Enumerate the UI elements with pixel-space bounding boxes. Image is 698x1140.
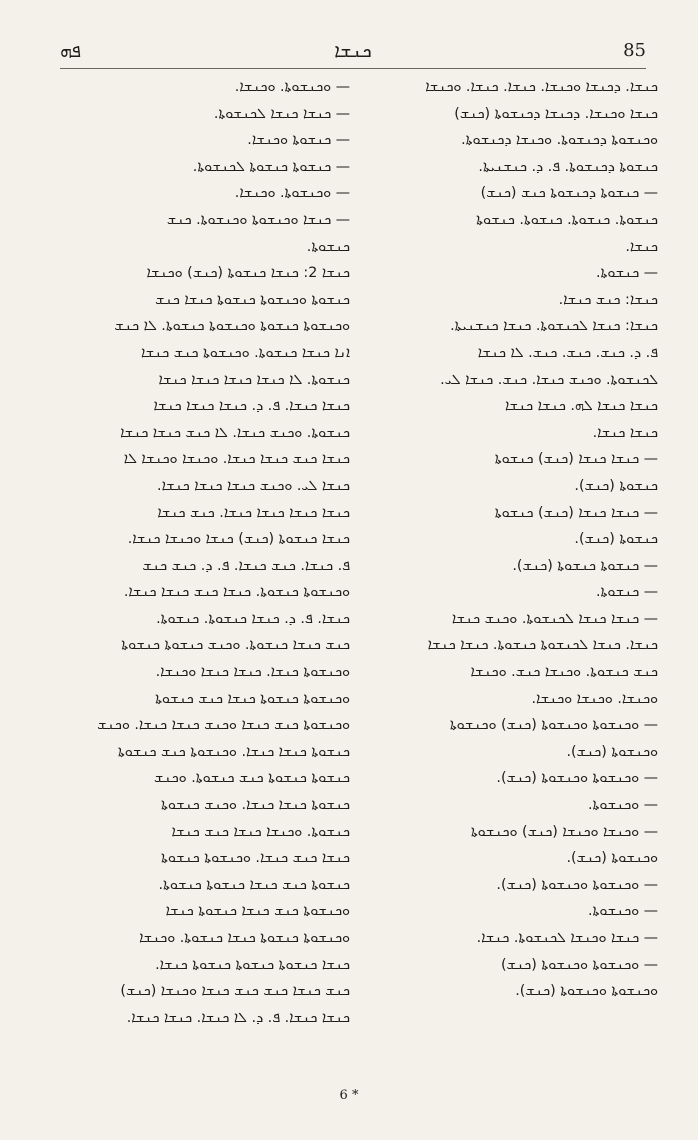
text-line: ܟܢܫܘܬܐ ܟܢܫܐ ܟܢܫܐ. ܘܟܢܫܘܬܐ ܟܢܫ ܟܢܫܘܬܐ bbox=[117, 743, 350, 760]
text-line: — ܘܟܢܫܘܬܐ ܘܟܢܫܘܬܐ (ܟܢܫ) bbox=[500, 956, 658, 973]
text-line: ܟܢܫܐ ܟܢܫܐ. bbox=[592, 424, 658, 441]
text-line: — ܟܢܫܘܬܐ ܟܢܫܘܬܐ (ܟܢܫ). bbox=[512, 557, 658, 574]
text-line: ܟܢܫܘܬܐ ܟܢܫ ܟܢܫܐ ܟܢܫܘܬܐ ܟܢܫܘܬܐ. bbox=[158, 876, 350, 893]
text-line: — ܟܢܫܘܬܐ ܕܟܢܫܘܬܐ ܟܢܫ (ܟܢܫ) bbox=[480, 185, 658, 202]
text-line: ܘܟܢܫܘܬܐ ܟܢܫ ܟܢܫܐ ܟܢܫܘܬܐ ܟܢܫܐ bbox=[165, 903, 350, 920]
text-line: — ܟܢܫܘܬܐ ܟܢܫܘܬܐ ܠܟܢܫܘܬܐ. bbox=[192, 158, 350, 175]
text-line: ܘܟܢܫܐ. ܘܟܢܫܐ ܘܟܢܫܐ. bbox=[531, 690, 658, 707]
text-line: — ܘܟܢܫܘܬܐ ܘܟܢܫܘܬܐ (ܟܢܫ). bbox=[496, 876, 658, 893]
text-line: ܟܢܫܘܬܐ (ܟܢܫ). bbox=[574, 477, 658, 494]
text-line: — ܘܟܢܫܘܬܐ ܘܟܢܫܘܬܐ (ܟܢܫ). bbox=[496, 770, 658, 787]
text-line: — ܘܟܢܫܐ ܘܟܢܫܐ (ܟܢܫ) ܘܟܢܫܘܬܐ bbox=[470, 823, 658, 840]
text-line: ܟܢܫܘܬܐ ܟܢܫܘܬܐ ܟܢܫ ܟܢܫܘܬܐ. ܘܟܢܫ bbox=[153, 770, 350, 787]
text-line: ܘܟܢܫܘܬܐ ܟܢܫܐ. ܟܢܫܐ ܟܢܫܐ ܘܟܢܫܐ. bbox=[155, 664, 350, 681]
text-line: ܘܟܢܫܘܬܐ (ܟܢܫ). bbox=[566, 850, 658, 867]
text-line: — ܟܢܫܐ ܟܢܫܐ ܠܟܢܫܘܬܐ. ܘܟܢܫ ܟܢܫܐ bbox=[451, 610, 658, 627]
text-line: ܦ. ܕ. ܟܢܫ. ܟܢܫ. ܟܢܫ. ܠܐ ܟܢܫܐ bbox=[477, 344, 658, 361]
text-line: — ܘܟܢܫܘܬܐ. bbox=[587, 797, 658, 814]
text-line: — ܟܢܫܐ ܘܟܢܫܘܬܐ ܘܟܢܫܘܬܐ. ܟܢܫ bbox=[166, 211, 350, 228]
text-line: ܘܟܢܫܘܬܐ ܟܢܫ ܟܢܫܐ ܘܟܢܫ ܟܢܫܐ ܟܢܫܐ. ܘܟܢܫ bbox=[97, 717, 350, 734]
text-line: ܟܢܫܐ ܟܢܫܐ. ܦ. ܕ. ܟܢܫܐ ܟܢܫܐ ܟܢܫܐ bbox=[153, 398, 350, 415]
text-line: ܠܟܢܫܘܬܐ. ܘܟܢܫ ܟܢܫܐ. ܟܢܫ. ܟܢܫܐ ܠܝ. bbox=[440, 371, 658, 388]
text-line: ܟܢܫܘܬܐ. bbox=[306, 238, 350, 255]
text-line: ܟܢܫܐ ܟܢܫܘܬܐ ܟܢܫܘܬܐ ܟܢܫܘܬܐ ܟܢܫܐ. bbox=[155, 956, 350, 973]
text-line: ܘܟܢܫܘܬܐ ܟܢܫܘܬܐ. ܟܢܫܐ ܟܢܫ ܟܢܫܐ ܟܢܫܐ. bbox=[123, 584, 350, 601]
text-line: ܟܢܫܐ ܘܟܢܫܐ. ܕܟܢܫܐ ܕܟܢܫܘܬܐ (ܟܢܫ) bbox=[454, 105, 658, 122]
text-line: — ܟܢܫܐ ܟܢܫܐ (ܟܢܫ) ܟܢܫܘܬܐ bbox=[494, 451, 658, 468]
text-line: ܟܢܫܐ. ܕܟܢܫܐ ܘܟܢܫܐ. ܟܢܫܐ. ܟܢܫܐ. ܘܟܢܫܐ bbox=[425, 79, 658, 95]
folio-syriac: ܦܗ bbox=[60, 40, 82, 62]
text-line: ܟܢܫܘܬܐ. ܘܟܢܫܐ ܟܢܫܐ ܟܢܫ ܟܢܫܐ bbox=[171, 823, 350, 840]
text-line: ܐܢܐ ܟܢܫܐ ܟܢܫܘܬܐ. ܘܟܢܫܘܬܐ ܟܢܫ ܟܢܫܐ bbox=[141, 344, 350, 361]
signature-mark: 6 * bbox=[339, 1088, 359, 1103]
text-line: ܘܟܢܫܘܬܐ ܕܟܢܫܘܬܐ. ܘܟܢܫܐ ܕܟܢܫܘܬܐ. bbox=[461, 132, 658, 149]
text-line: ܟܢܫܐ. ܦ. ܕ. ܟܢܫܐ ܟܢܫܘܬܐ. ܟܢܫܘܬܐ. bbox=[156, 610, 350, 627]
text-line: ܦ. ܟܢܫܐ. ܟܢܫ ܟܢܫܐ. ܦ. ܕ. ܟܢܫ ܟܢܫ bbox=[142, 557, 350, 574]
text-line: — ܘܟܢܫܘܬܐ. bbox=[587, 903, 658, 920]
text-line: ܟܢܫ ܟܢܫܐ ܟܢܫܘܬܐ. ܘܟܢܫ ܟܢܫܘܬܐ ܟܢܫܘܬܐ bbox=[121, 637, 350, 654]
running-title: ܟܢܫܐ bbox=[334, 40, 372, 62]
text-line: ܟܢܫܐ ܟܢܫܘܬܐ (ܟܢܫ) ܟܢܫܐ ܘܟܢܫܐ ܟܢܫܐ. bbox=[127, 531, 350, 548]
text-line: ܘܟܢܫܘܬܐ ܟܢܫܘܬܐ ܟܢܫܐ ܟܢܫ ܟܢܫܘܬܐ bbox=[155, 690, 350, 707]
text-line: ܟܢܫܐ: ܟܢܫܐ ܠܟܢܫܘܬܐ. ܟܢܫܐ ܟܢܫܢܝܬܐ. bbox=[450, 318, 658, 335]
text-line: — ܟܢܫܐ ܘܟܢܫܐ ܠܟܢܫܘܬܐ. ܟܢܫܐ. bbox=[476, 930, 658, 946]
text-column-left bbox=[56, 74, 350, 1031]
text-line: ܟܢܫܘܬܐ ܟܢܫܐ ܟܢܫܐ. ܘܟܢܫ ܟܢܫܘܬܐ bbox=[161, 797, 350, 814]
text-line: ܟܢܫܘܬܐ ܘܟܢܫܘܬܐ ܟܢܫܘܬܐ ܟܢܫܐ ܟܢܫ bbox=[155, 291, 350, 308]
text-line: ܘܟܢܫܘܬܐ ܟܢܫܘܬܐ ܘܟܢܫܘܬܐ ܟܢܫܘܬܐ. ܠܐ ܟܢܫ bbox=[114, 318, 350, 335]
text-line: — ܘܟܢܫܘܬܐ. ܘܟܢܫܐ. bbox=[234, 185, 350, 202]
text-line: ܟܢܫܘܬܐ. ܠܐ ܟܢܫܐ ܟܢܫܐ ܟܢܫܐ ܟܢܫܐ bbox=[158, 371, 350, 388]
text-line: — ܟܢܫܐ ܟܢܫܐ (ܟܢܫ) ܟܢܫܘܬܐ bbox=[494, 504, 658, 521]
text-line: ܟܢܫܐ. ܟܢܫܐ ܠܟܢܫܘܬܐ ܟܢܫܘܬܐ. ܟܢܫܐ ܟܢܫܐ bbox=[427, 637, 658, 654]
text-line: ܟܢܫܐ ܟܢܫܐ ܟܢܫܐ ܟܢܫܐ. ܟܢܫ ܟܢܫܐ bbox=[157, 504, 350, 521]
text-line: ܟܢܫܘܬܐ ܕܟܢܫܘܬܐ. ܦ. ܕ. ܟܢܫܢܝܬܐ. bbox=[478, 158, 658, 175]
text-column-right bbox=[364, 74, 658, 1005]
text-line: ܟܢܫܐ ܠܝ. ܘܟܢܫ ܟܢܫܐ ܟܢܫܐ ܟܢܫܐ. bbox=[157, 477, 350, 494]
running-header bbox=[60, 38, 646, 69]
text-line: ܟܢܫܘܬܐ. ܘܟܢܫ ܟܢܫܐ. ܠܐ ܟܢܫ ܟܢܫܐ ܟܢܫܐ bbox=[120, 424, 350, 441]
text-line: ܟܢܫܐ ܟܢܫ ܟܢܫܐ ܟܢܫܐ. ܘܟܢܫܐ ܘܟܢܫܐ ܠܐ bbox=[123, 451, 350, 468]
text-line: ܟܢܫܐ 2: ܟܢܫܐ ܟܢܫܘܬܐ (ܟܢܫ) ܘܟܢܫܐ bbox=[146, 265, 350, 282]
text-line: ܟܢܫܐ. bbox=[625, 238, 658, 255]
text-line: ܟܢܫܐ ܟܢܫܐ. ܦ. ܕ. ܠܐ ܟܢܫܐ. ܟܢܫܐ ܟܢܫܐ. bbox=[126, 1009, 350, 1026]
text-line: ܟܢܫܘܬܐ (ܟܢܫ). bbox=[574, 531, 658, 548]
page-number: 85 bbox=[623, 40, 646, 61]
text-line: ܘܟܢܫܘܬܐ ܟܢܫܘܬܐ ܟܢܫܐ ܟܢܫܘܬܐ. ܘܟܢܫܐ bbox=[139, 930, 350, 946]
text-line: — ܘܟܢܫܘܬܐ. ܘܟܢܫܐ. bbox=[234, 79, 350, 95]
text-line: — ܟܢܫܘܬܐ. bbox=[595, 584, 658, 601]
text-line: ܟܢܫܘܬܐ. ܟܢܫܘܬܐ. ܟܢܫܘܬܐ. ܟܢܫܘܬܐ bbox=[476, 211, 658, 228]
text-line: ܘܟܢܫܘܬܐ ܘܟܢܫܘܬܐ (ܟܢܫ). bbox=[515, 983, 658, 1000]
text-line: — ܟܢܫܐ ܟܢܫܐ ܠܟܢܫܘܬܐ. bbox=[213, 105, 350, 122]
text-line: — ܘܟܢܫܘܬܐ ܘܟܢܫܘܬܐ (ܟܢܫ) ܘܟܢܫܘܬܐ bbox=[449, 717, 658, 734]
text-line: ܘܟܢܫܘܬܐ (ܟܢܫ). bbox=[566, 743, 658, 760]
text-line: ܟܢܫ ܟܢܫܘܬܐ. ܘܟܢܫܐ ܟܢܫ. ܘܟܢܫܐ bbox=[470, 664, 658, 681]
text-line: ܟܢܫܐ ܟܢܫ ܟܢܫܐ. ܘܟܢܫܘܬܐ ܟܢܫܘܬܐ bbox=[161, 850, 350, 867]
text-line: ܟܢܫܐ: ܟܢܫ ܟܢܫܐ. bbox=[558, 291, 658, 308]
text-line: — ܟܢܫܘܬܐ ܘܟܢܫܐ. bbox=[247, 132, 350, 149]
text-line: ܟܢܫܐ ܟܢܫܐ ܠܗ. ܟܢܫܐ ܟܢܫܐ bbox=[504, 398, 658, 415]
text-line: — ܟܢܫܘܬܐ. bbox=[595, 265, 658, 282]
text-line: ܟܢܫ ܟܢܫܐ ܟܢܫ ܟܢܫ ܟܢܫܐ ܘܟܢܫܐ (ܟܢܫ) bbox=[120, 983, 350, 1000]
